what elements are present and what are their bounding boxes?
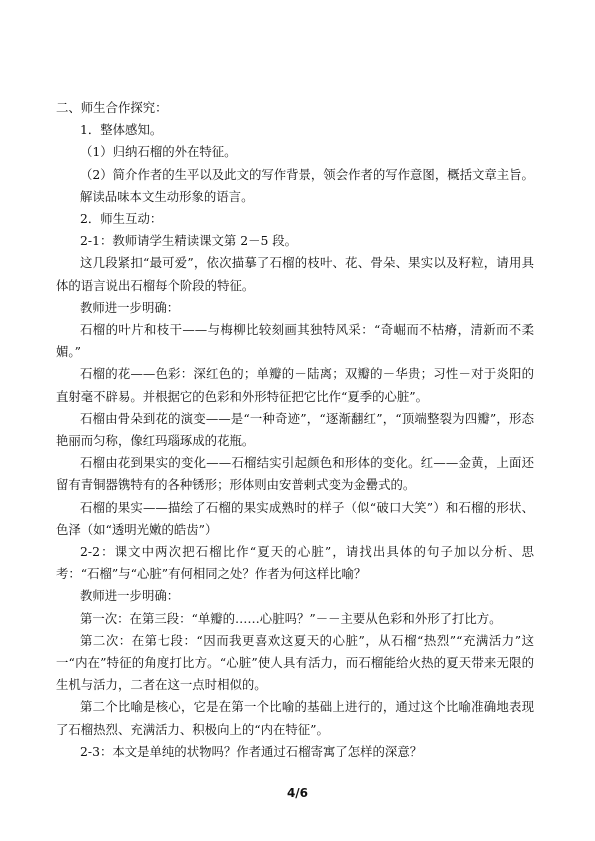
paragraph: 石榴由骨朵到花的演变——是“一种奇迹”，“逐渐翻红”，“顶端整裂为四瓣”，形态艳丽而匀称，像红玛瑙琢成的花瓶。: [56, 410, 534, 449]
paragraph: 1．整体感知。: [80, 122, 163, 138]
paragraph: 石榴的果实——描绘了石榴的果实成熟时的样子（似“破口大笑”）和石榴的形状、色泽（如“透明光嫩的皓齿”）: [56, 499, 534, 537]
paragraph: 这几段紧扣“最可爱”，依次描摹了石榴的枝叶、花、骨朵、果实以及籽粒，请用具体的语言说出石榴每个阶段的特征。: [56, 255, 534, 293]
paragraph: 石榴的花——色彩：深红色的；单瓣的－陆离；双瓣的－华贵；习性－对于炎阳的直射毫不辟易。并根据它的色彩和外形特征把它比作“夏季的心脏”。: [56, 366, 534, 404]
paragraph: 石榴的叶片和枝干——与梅柳比较刻画其独特风采：“奇崛而不枯瘠，清新而不柔媚。”: [56, 322, 534, 360]
paragraph: 石榴由花到果实的变化——石榴结实引起颜色和形体的变化。红——金黄，上面还留有青铜器镌特有的各种锈形；形体则由安普剌式变为金罍式的。: [56, 455, 534, 493]
paragraph: （2）简介作者的生平以及此文的写作背景，领会作者的写作意图，概括文章主旨。: [80, 166, 534, 182]
body-text: [56, 97, 534, 763]
paragraph: 第一次：在第三段：“单瓣的……心脏吗？”－－主要从色彩和外形了打比方。: [80, 610, 502, 626]
paragraph: （1）归纳石榴的外在特征。: [80, 144, 237, 160]
paragraph: 教师进一步明确：: [80, 299, 180, 315]
paragraph: 2-1：教师请学生精读课文第 2－5 段。: [80, 233, 298, 249]
paragraph: 2-2：课文中两次把石榴比作“夏天的心脏”，请找出具体的句子加以分析、思考：“石榴”与“心脏”有何相同之处？作者为何这样比喻？: [56, 544, 534, 582]
page-number: 4/6: [286, 786, 309, 800]
section-heading: 二、师生合作探究：: [56, 100, 168, 115]
paragraph: 2．师生互动：: [80, 211, 163, 227]
paragraph: 教师进一步明确：: [80, 588, 180, 604]
paragraph: 解读品味本文生动形象的语言。: [80, 188, 254, 204]
paragraph: 第二次：在第七段：“因而我更喜欢这夏天的心脏”，从石榴“热烈”“充满活力”这一“内在”特征的角度打比方。“心脏”使人具有活力，而石榴能给火热的夏天带来无限的生机与活力，二者在这一点时相似的。: [56, 632, 534, 693]
paragraph: 第二个比喻是核心，它是在第一个比喻的基础上进行的，通过这个比喻准确地表现了石榴热烈、充满活力、积极向上的“内在特征”。: [56, 699, 534, 737]
paragraph: 2-3：本文是单纯的状物吗？作者通过石榴寄寓了怎样的深意？: [80, 743, 423, 759]
